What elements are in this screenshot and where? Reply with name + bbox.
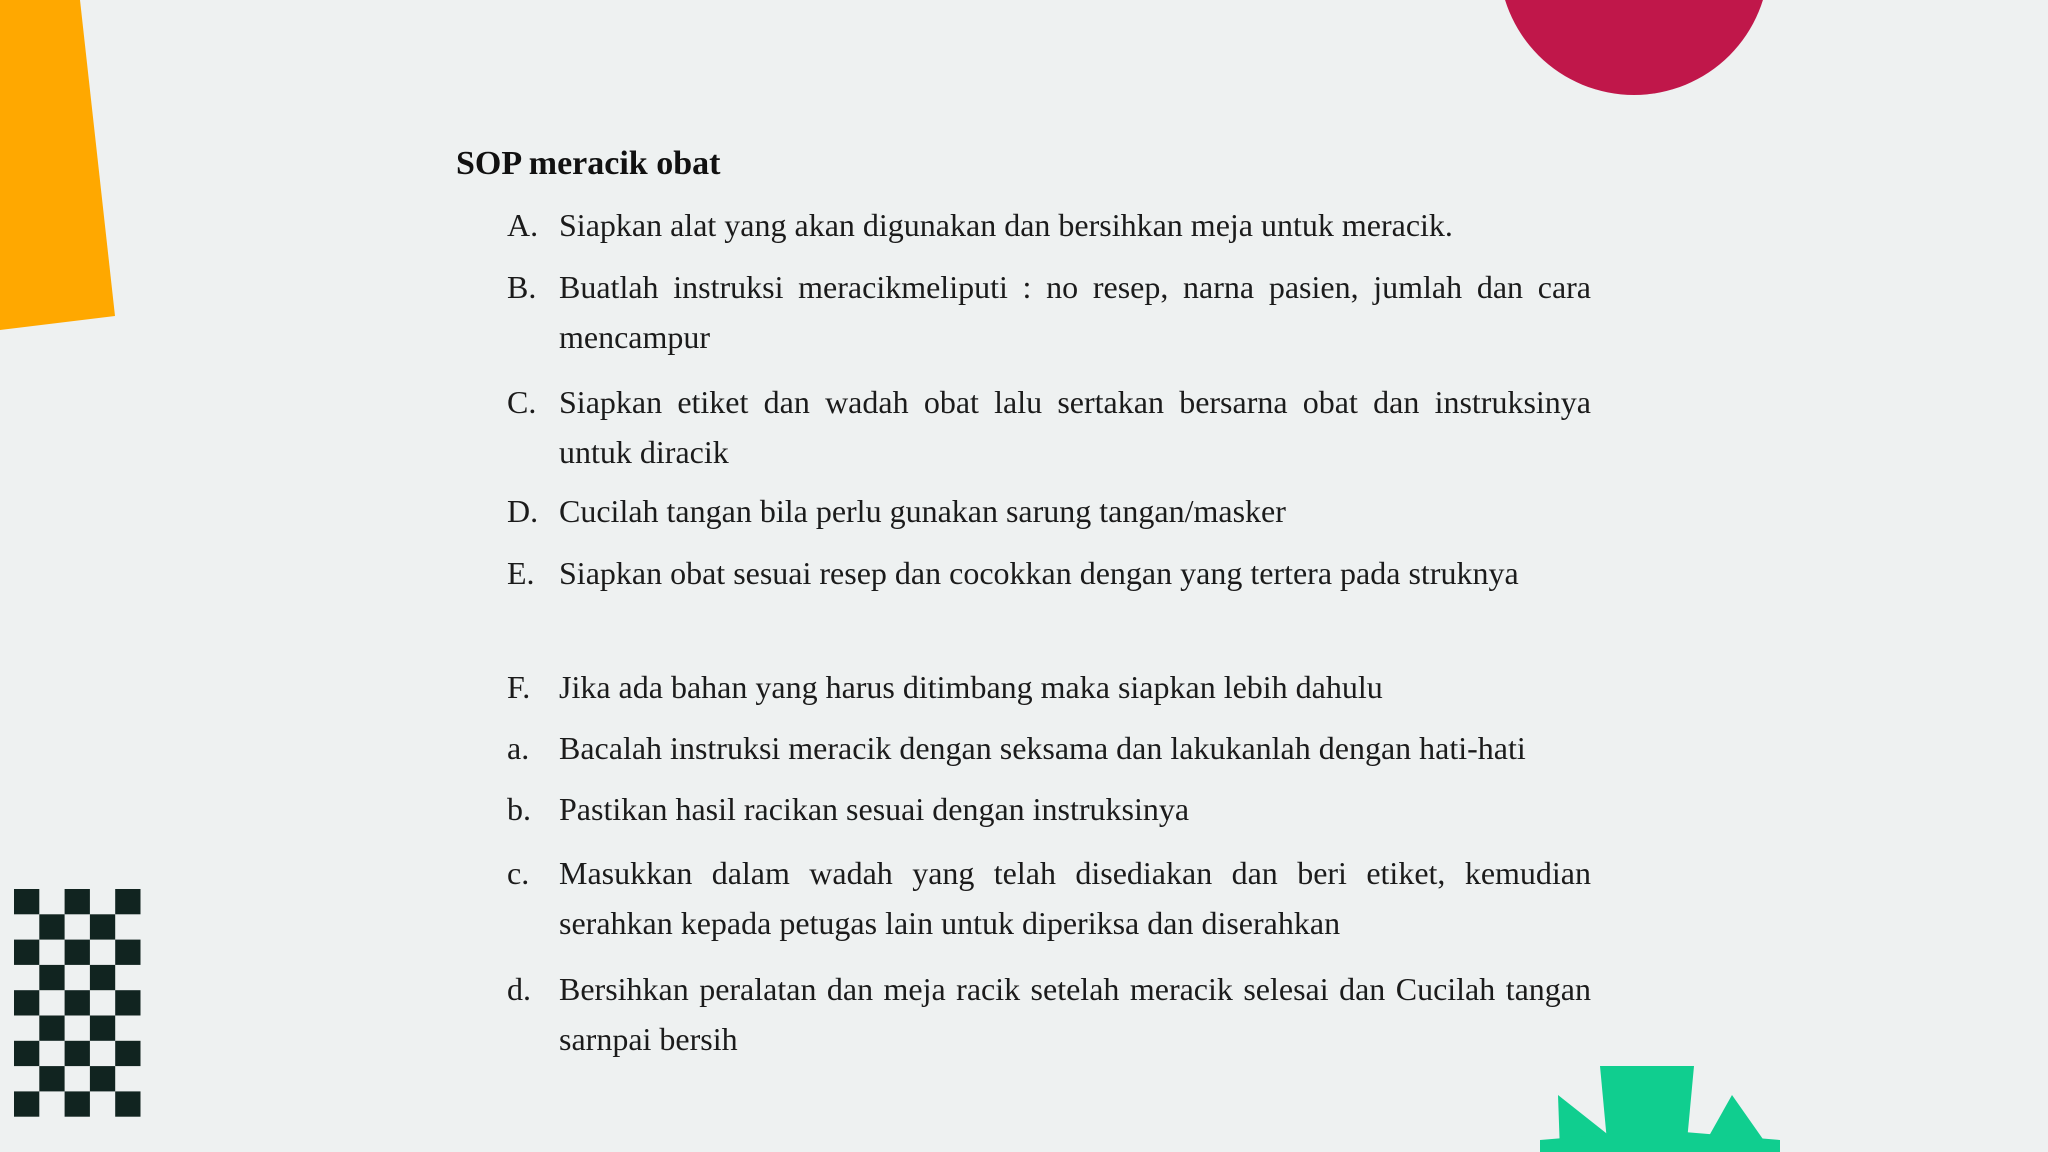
list-item [507, 848, 1591, 948]
checker-square [65, 940, 90, 965]
list-marker: F. [507, 669, 531, 705]
list-item [507, 548, 1591, 598]
checker-square [65, 1091, 90, 1116]
green-star-shape [1540, 1066, 1780, 1152]
list-item-text: Bacalah instruksi meracik dengan seksama dan lakukanlah dengan hati-hati [559, 730, 1526, 766]
orange-shape [0, 0, 115, 330]
checker-square [90, 1016, 115, 1041]
list-marker: c. [507, 855, 530, 891]
checker-square [39, 965, 64, 990]
list-item-text: Siapkan obat sesuai resep dan cocokkan dengan yang tertera pada struknya [559, 555, 1519, 591]
checker-square [90, 914, 115, 939]
checker-square [65, 889, 90, 914]
checker-square [90, 965, 115, 990]
checker-square [115, 940, 140, 965]
list-marker: B. [507, 269, 537, 305]
checker-square [65, 990, 90, 1015]
list-marker: d. [507, 971, 531, 1007]
list-marker: a. [507, 730, 530, 766]
checker-square [115, 889, 140, 914]
red-circle [1499, 0, 1769, 95]
list-marker: E. [507, 555, 535, 591]
page-title: SOP meracik obat [456, 145, 721, 182]
checker-square [14, 990, 39, 1015]
checker-square [14, 940, 39, 965]
list-item [507, 262, 1591, 362]
checker-square [65, 1041, 90, 1066]
checker-square [14, 889, 39, 914]
checker-square [14, 1041, 39, 1066]
checker-square [115, 1041, 140, 1066]
list-item [507, 784, 1591, 834]
list-marker: C. [507, 384, 537, 420]
checker-square [90, 1066, 115, 1091]
list-item [507, 723, 1591, 773]
checker-square [115, 1091, 140, 1116]
checker-square [115, 990, 140, 1015]
checker-square [39, 1016, 64, 1041]
list-item-text: Siapkan etiket dan wadah obat lalu sertakan bersarna obat dan instruksinya untuk diracik [559, 384, 1591, 470]
list-item [507, 486, 1591, 536]
list-item-text: Bersihkan peralatan dan meja racik setelah meracik selesai dan Cucilah tangan sarnpai bersih [559, 971, 1591, 1057]
checkerboard-pattern [14, 889, 141, 1117]
checker-square [39, 1066, 64, 1091]
list-item-text: Jika ada bahan yang harus ditimbang maka siapkan lebih dahulu [559, 669, 1383, 705]
list-item-text: Cucilah tangan bila perlu gunakan sarung tangan/masker [559, 493, 1286, 529]
list-marker: D. [507, 493, 539, 529]
list-item [507, 964, 1591, 1064]
list-marker: b. [507, 791, 531, 827]
list-marker: A. [507, 207, 539, 243]
list-item [507, 662, 1591, 712]
list-item [507, 377, 1591, 477]
checker-square [14, 1091, 39, 1116]
list-item-text: Siapkan alat yang akan digunakan dan bersihkan meja untuk meracik. [559, 207, 1453, 243]
list-item [507, 200, 1591, 250]
list-item-text: Masukkan dalam wadah yang telah disediakan dan beri etiket, kemudian serahkan kepada petugas lain untuk diperiksa dan diserahkan [559, 855, 1591, 941]
list-item-text: Buatlah instruksi meracikmeliputi : no resep, narna pasien, jumlah dan cara mencampur [559, 269, 1591, 355]
checker-square [39, 914, 64, 939]
list-item-text: Pastikan hasil racikan sesuai dengan instruksinya [559, 791, 1190, 827]
